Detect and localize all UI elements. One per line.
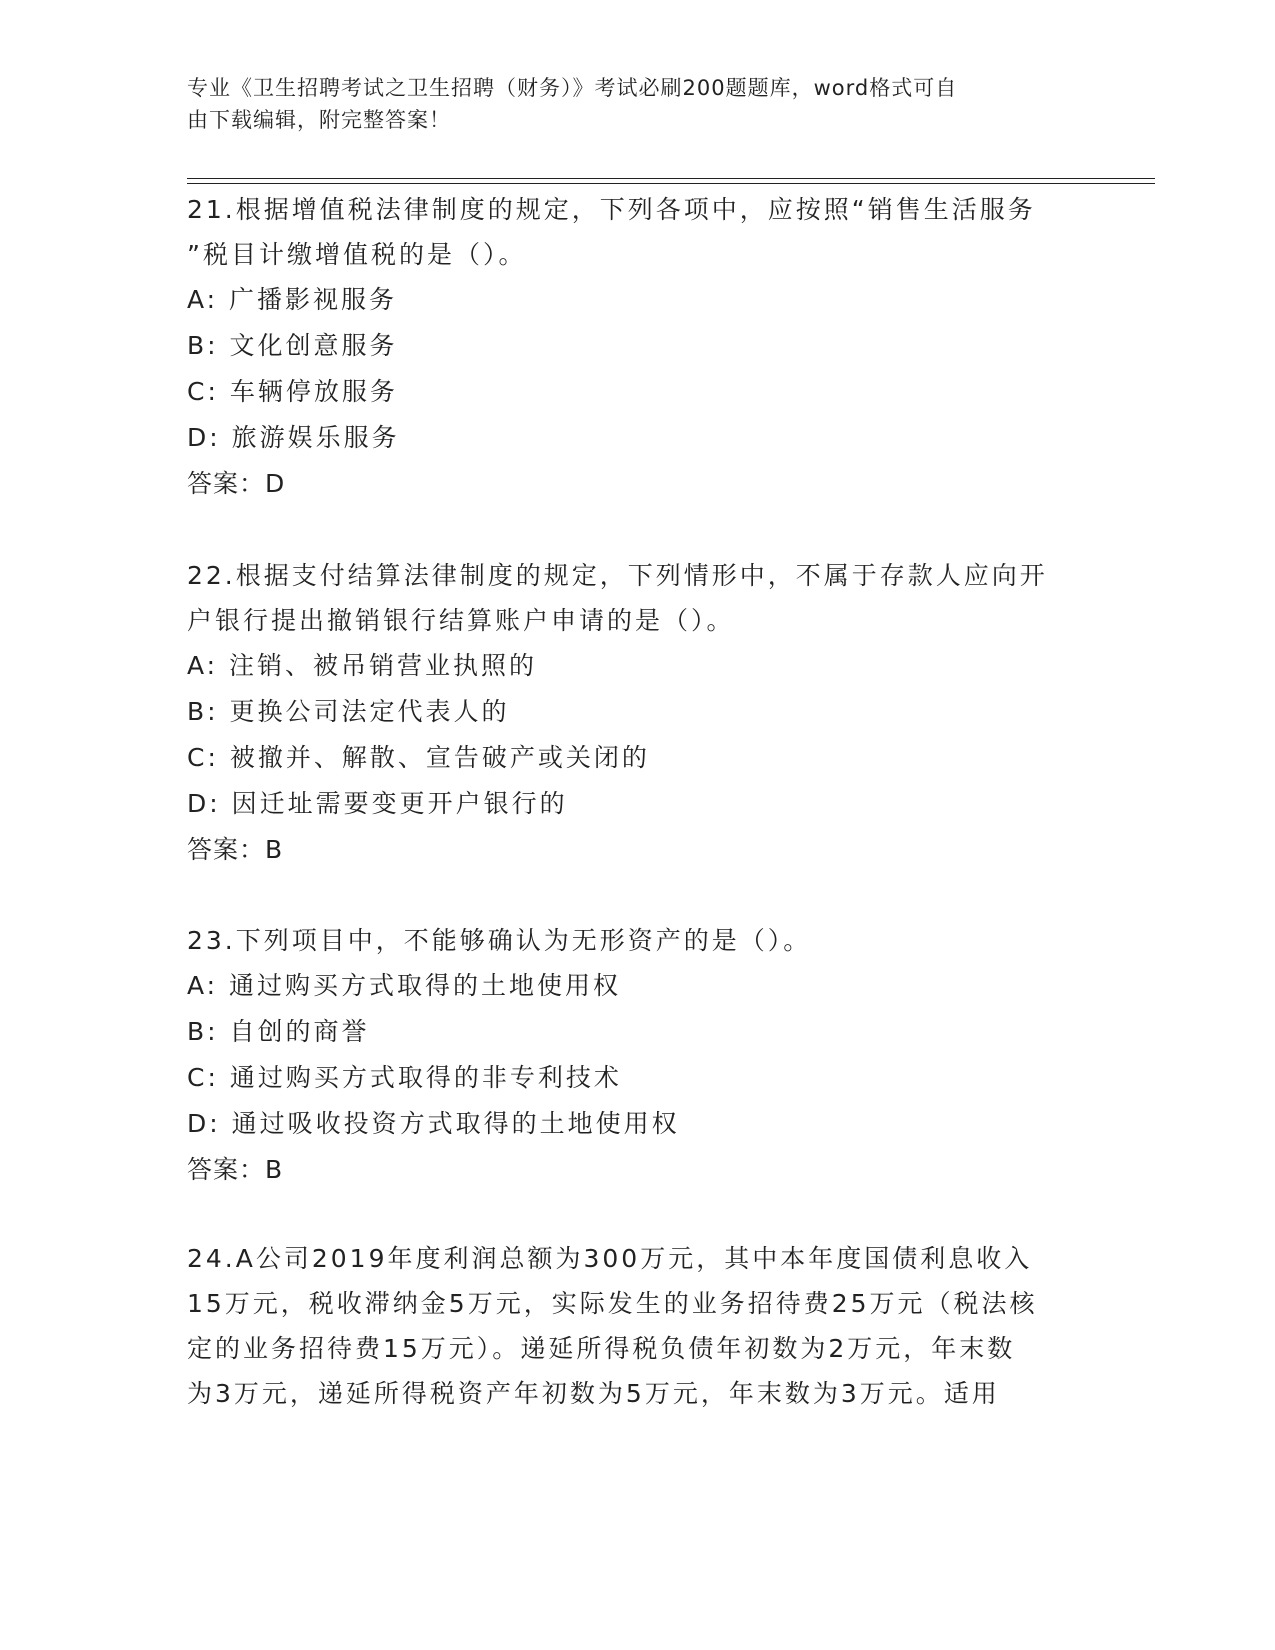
option-d: D: 因迁址需要变更开户银行的 [187,789,568,818]
option-b: B: 文化创意服务 [187,331,398,360]
option-a: A: 通过购买方式取得的土地使用权 [187,971,622,1000]
question-24 [187,1236,1087,1416]
option-c: C: 通过购买方式取得的非专利技术 [187,1063,622,1092]
header-divider-top [187,178,1155,179]
answer-text: 答案：B [187,835,284,864]
question-text-line: 15万元，税收滞纳金5万元，实际发生的业务招待费25万元（税法核 [187,1289,1038,1318]
option-a: A: 广播影视服务 [187,285,398,314]
option-a: A: 注销、被吊销营业执照的 [187,651,538,680]
question-text-line: 23.下列项目中，不能够确认为无形资产的是（）。 [187,926,812,955]
question-22 [187,553,1087,873]
option-d: D: 旅游娱乐服务 [187,423,400,452]
question-text-line: 户银行提出撤销银行结算账户申请的是（）。 [187,606,735,635]
question-23 [187,918,1087,1193]
answer-text: 答案：B [187,1155,284,1184]
header-divider-bottom [187,183,1155,184]
question-text-line: 21.根据增值税法律制度的规定，下列各项中，应按照“销售生活服务 [187,195,1036,224]
option-b: B: 自创的商誉 [187,1017,370,1046]
option-c: C: 车辆停放服务 [187,377,398,406]
option-c: C: 被撤并、解散、宣告破产或关闭的 [187,743,650,772]
question-21 [187,187,1087,507]
question-text-line: 22.根据支付结算法律制度的规定，下列情形中，不属于存款人应向开 [187,561,1048,590]
option-d: D: 通过吸收投资方式取得的土地使用权 [187,1109,680,1138]
option-b: B: 更换公司法定代表人的 [187,697,510,726]
question-text-line: 定的业务招待费15万元）。递延所得税负债年初数为2万元，年末数 [187,1334,1016,1363]
question-text-line: 24.A公司2019年度利润总额为300万元，其中本年度国债利息收入 [187,1244,1033,1273]
document-header [187,72,1087,136]
question-text-line: ”税目计缴增值税的是（）。 [187,240,527,269]
header-line-1: 专业《卫生招聘考试之卫生招聘（财务）》考试必刷200题题库，word格式可自 [187,76,958,100]
header-line-2: 由下载编辑，附完整答案！ [187,108,451,132]
answer-text: 答案：D [187,469,286,498]
question-text-line: 为3万元，递延所得税资产年初数为5万元，年末数为3万元。适用 [187,1379,1000,1408]
